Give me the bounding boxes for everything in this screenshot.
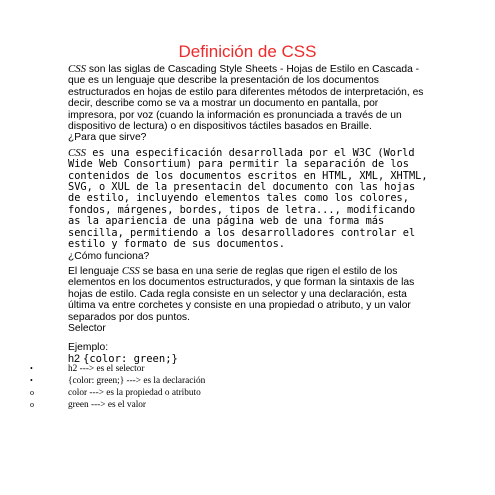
question-purpose: ¿Para que sirve?: [68, 132, 147, 144]
bullet-list: [30, 363, 450, 411]
selector-label: Selector: [68, 322, 106, 334]
paragraph-definition: [68, 64, 428, 132]
document-body: [68, 64, 428, 365]
bullet-marker: o: [30, 388, 34, 397]
bullet-marker: •: [30, 364, 33, 373]
code-prefix: h2: [68, 352, 84, 365]
code-body: {color: green;}: [83, 352, 178, 365]
bullet-marker: •: [30, 376, 33, 385]
list-item: [30, 387, 450, 399]
paragraph-rules-pre: El lenguaje: [68, 265, 122, 277]
list-item: [30, 399, 450, 411]
question-how-it-works: ¿Cómo funciona?: [68, 250, 150, 262]
example-label: Ejemplo:: [68, 342, 109, 354]
paragraph-specification: [68, 148, 428, 251]
list-item: [30, 375, 450, 387]
paragraph-rules-text: se basa en una serie de reglas que rigen el estilo de los elementos en los documentos estructurados, y que forman la sintaxis de las hojas de estilo. Cada regla consiste en un selector y una declaración, esta última va entre corchetes y consiste en una propiedad o atributo, y un valor separados por dos puntos.: [68, 265, 415, 323]
list-item-text: {color: green;} ---> es la declaración: [68, 376, 206, 386]
list-item-text: h2 ---> es el selector: [68, 364, 145, 374]
css-term: CSS: [121, 264, 140, 277]
css-term: CSS: [68, 63, 86, 75]
paragraph-specification-text: es una especificación desarrollada por el W3C (World Wide Web Consortium) para permitir la separación de los contenidos de los documentos escritos en HTML, XML, XHTML, SVG, o XUL de la presentacin del documento con las hojas de estilo, incluyendo elementos tales como los colores, fondos, márgenes, bordes, tipos de letra..., modificando as la apariencia de una página web de una forma más sencilla, permitiendo a los desarrolladores controlar el estilo y formato de sus documentos.: [68, 146, 428, 251]
list-item-text: green ---> es el valor: [68, 400, 147, 410]
paragraph-rules: [68, 266, 428, 323]
paragraph-definition-text: son las siglas de Cascading Style Sheets - Hojas de Estilo en Cascada - que es un lenguaje que describe la presentación de los documentos estructurados en hojas de estilo para diferentes métodos de interpretación, es decir, describe como se va a mostrar un documento en pantalla, por impresora, por voz (cuando la información es pronunciada a través de un dispositivo de lectura) o en dispositivos táctiles basados en Braille.: [68, 64, 424, 133]
bullet-marker: o: [30, 400, 34, 409]
list-item-text: color ---> es la propiedad o atributo: [68, 388, 201, 398]
page-title: Definición de CSS: [178, 42, 317, 61]
list-item: [30, 363, 450, 375]
css-term: CSS: [68, 146, 86, 159]
